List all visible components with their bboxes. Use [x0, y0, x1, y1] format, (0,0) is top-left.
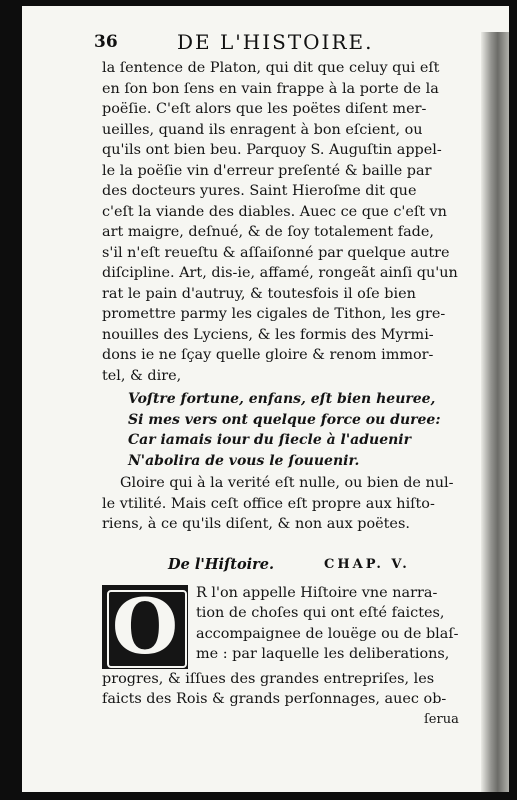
text-line: le la poëſie vin d'erreur preſenté & baille par	[102, 162, 432, 179]
chapter-number: CHAP. V.	[324, 556, 410, 572]
text-line: en ſon bon ſens en vain frappe à la porte de la	[102, 80, 439, 97]
paragraph-two	[102, 473, 478, 535]
text-line: promettre parmy les cigales de Tithon, les gre-	[102, 306, 446, 322]
page-header	[22, 32, 477, 58]
page-body	[102, 58, 478, 730]
text-line: R l'on appelle Hiſtoire vne narra-	[196, 584, 438, 601]
text-line: accompaignee de louëge ou de blaſ-	[196, 625, 459, 642]
book-page	[22, 6, 509, 792]
verse-quotation	[102, 389, 478, 471]
text-line: qu'ils ont bien beu. Parquoy S. Auguſtin appel-	[102, 142, 442, 158]
chapter-title: De l'Hiſtoire.	[168, 555, 275, 573]
text-line: faicts des Rois & grands perſonnages, auec ob-	[102, 691, 447, 707]
text-line: rat le pain d'autruy, & toutesfois il oſe bien	[102, 285, 416, 302]
page-number: 36	[94, 32, 118, 52]
verse-line: Car iamais iour du ſiecle à l'aduenir	[128, 432, 411, 448]
verse-line: Si mes vers ont quelque force ou duree:	[128, 411, 441, 428]
verse-line: N'abolira de vous le ſouuenir.	[128, 452, 360, 469]
text-line: des docteurs yures. Saint Hieroſme dit que	[102, 183, 417, 199]
text-line: progres, & iſſues des grandes entrepriſes, les	[102, 670, 435, 687]
text-line: nouilles des Lyciens, & les formis des Myrmi-	[102, 326, 434, 343]
text-line: diſcipline. Art, dis-ie, affamé, rongeãt ainſi qu'un	[102, 265, 458, 281]
text-line: dons ie ne ſçay quelle gloire & renom immor-	[102, 347, 434, 363]
text-line: riens, à ce qu'ils diſent, & non aux poëtes.	[102, 516, 410, 532]
initial-letter: O	[111, 584, 179, 669]
text-line: tion de choſes qui ont eſté faictes,	[196, 605, 445, 621]
text-line: me : par laquelle les deliberations,	[196, 646, 450, 662]
chapter-opening	[102, 583, 478, 669]
chapter-paragraph	[102, 669, 478, 731]
text-line: la ſentence de Platon, qui dit que celuy qui eſt	[102, 60, 440, 76]
text-line: s'il n'eſt reueſtu & aſſaiſonné par quelque autre	[102, 244, 450, 261]
text-line: le vtilité. Mais ceſt office eſt propre aux hiſto-	[102, 495, 435, 512]
chapter-heading	[102, 547, 478, 583]
text-line: ueilles, quand ils enragent à bon eſcient, ou	[102, 121, 423, 138]
decorated-initial-icon	[102, 585, 188, 669]
paragraph-one	[102, 58, 478, 386]
page-edge-shadow	[481, 32, 509, 792]
text-line: c'eſt la viande des diables. Auec ce que c'eſt vn	[102, 203, 447, 220]
catchword: ſerua	[424, 711, 459, 727]
text-line: Gloire qui à la verité eſt nulle, ou bien de nul-	[120, 475, 454, 491]
text-line: poëſie. C'eſt alors que les poëtes diſent mer-	[102, 101, 427, 117]
running-title: DE L'HISTOIRE.	[177, 30, 374, 54]
text-line: art maigre, deſnué, & de ſoy totalement fade,	[102, 224, 434, 240]
verse-line: Voſtre fortune, enfans, eſt bien heuree,	[128, 391, 436, 407]
text-line: tel, & dire,	[102, 367, 182, 384]
